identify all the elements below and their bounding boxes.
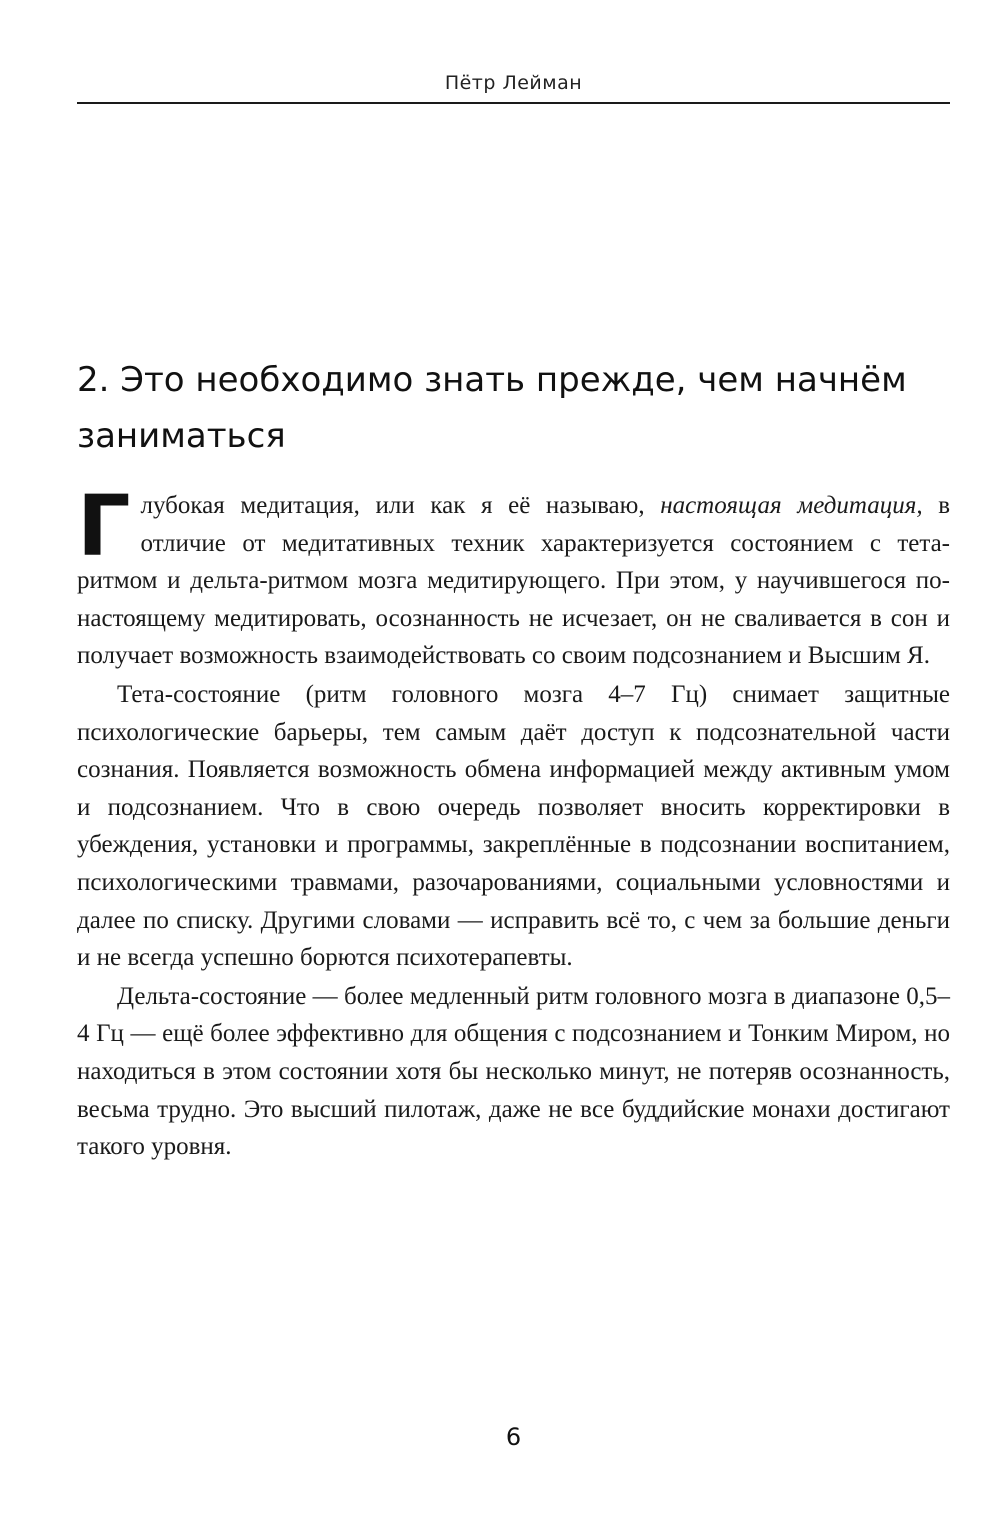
paragraph-1	[77, 477, 951, 675]
chapter-title: 2. Это необходимо знать прежде, чем начнём заниматься	[77, 360, 907, 456]
paragraph-1-text-before-italic: лубокая медитация, или как я её называю,	[140, 492, 661, 519]
paragraph-1-italic-term: настоящая медитация,	[660, 492, 923, 519]
paragraph-2: Тета-состояние (ритм головного мозга 4–7 Гц) снимает защитные психологические барьеры, тем самым даёт доступ к подсознательной части сознания. Появляется возможность обмена информацией между активным умом и подсознанием. Что в свою очередь позволяет вносить корректировки в убеждения, установки и программы, закреплённые в подсознании воспитанием, психологическими травмами, разочарованиями, социальными условностями и далее по списку. Другими словами — исправить всё то, с чем за большие деньги и не всегда успешно борются психотерапевты.	[77, 680, 950, 972]
header-rule	[77, 102, 950, 104]
body-text	[77, 477, 951, 1166]
paragraph-3: Дельта-состояние — более медленный ритм головного мозга в диапазоне 0,5–4 Гц — ещё более эффективно для общения с подсознанием и Тонким Миром, но находиться в этом состоянии хотя бы несколько минут, не потеряв осознанность, весьма трудно. Это высший пилотаж, даже не все буддийские монахи достигают такого уровня.	[77, 982, 950, 1161]
paragraph-1-text-after-italic: в отличие от медитативных техник характеризуется состоянием с тета-ритмом и дельта-ритмом мозга медитирующего. При этом, у научившегося по-настоящему медитировать, осознанность не исчезает, он не сваливается в сон и получает возможность взаимодействовать со своим подсознанием и Высшим Я.	[77, 492, 951, 670]
drop-cap: Г	[77, 477, 131, 575]
running-header-author: Пётр Лейман	[444, 72, 583, 94]
page-number: 6	[505, 1423, 522, 1451]
